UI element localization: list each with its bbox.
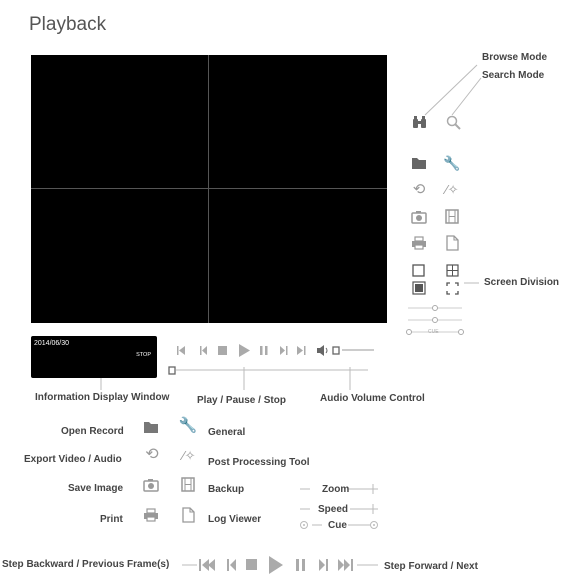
step-backward-label: Step Backward / Previous Frame(s) (2, 559, 170, 570)
speed-label: Speed (318, 504, 349, 515)
backup-label: Backup (208, 484, 245, 495)
printer-icon[interactable] (411, 236, 427, 250)
post-processing-label: Post Processing Tool (208, 457, 310, 468)
screen-divider-horizontal (31, 188, 387, 189)
side-cue-label: CUE (428, 329, 439, 335)
export-label: Export Video / Audio (24, 454, 122, 465)
info-window-label: Information Display Window (35, 392, 170, 403)
stop-icon[interactable] (218, 346, 227, 355)
folder-icon[interactable] (411, 156, 427, 170)
search-mode-label: Search Mode (482, 70, 545, 81)
cue-label: Cue (328, 520, 347, 531)
page-title: Playback (29, 14, 107, 35)
film-icon[interactable] (445, 209, 459, 224)
fullscreen-icon[interactable] (446, 282, 459, 295)
print-label: Print (100, 514, 123, 525)
binoculars-icon[interactable] (412, 115, 428, 129)
document-icon[interactable] (446, 235, 459, 251)
magic-wand-icon: ⁄✧ (182, 448, 196, 463)
save-image-label: Save Image (68, 483, 124, 494)
open-record-label: Open Record (61, 426, 124, 437)
playback-controls (176, 343, 376, 359)
fast-forward-icon[interactable] (297, 346, 306, 355)
pause-icon[interactable] (260, 346, 268, 355)
browse-mode-label: Browse Mode (482, 52, 548, 63)
refresh-icon: ⟲ (145, 446, 159, 463)
camera-icon[interactable] (411, 210, 427, 224)
zoom-label: Zoom (322, 484, 350, 495)
timeline-handle[interactable] (168, 366, 177, 375)
wrench-icon[interactable]: 🔧 (443, 155, 461, 171)
step-backward-icon[interactable] (200, 346, 207, 355)
search-icon[interactable] (446, 115, 462, 131)
magic-wand-icon[interactable]: ⁄✧ (445, 182, 459, 197)
general-label: General (208, 427, 246, 438)
speaker-icon[interactable] (317, 345, 327, 356)
camera-icon (143, 478, 159, 492)
screen-divider-vertical (208, 55, 209, 323)
document-icon (182, 507, 195, 523)
wrench-icon: 🔧 (178, 417, 198, 434)
printer-icon (143, 508, 159, 523)
split-screen-icon[interactable] (412, 281, 426, 295)
screen-division-label: Screen Division (484, 277, 560, 288)
folder-icon (143, 420, 159, 434)
log-viewer-label: Log Viewer (208, 514, 262, 525)
refresh-icon[interactable]: ⟲ (412, 181, 426, 198)
film-icon (181, 477, 195, 492)
volume-slider-handle[interactable] (333, 347, 339, 354)
step-controls-legend (198, 555, 356, 575)
info-date: 2014/06/30 (34, 340, 70, 347)
step-forward-icon[interactable] (280, 346, 288, 355)
video-viewer[interactable] (31, 55, 387, 323)
single-screen-icon[interactable] (412, 264, 425, 277)
fast-backward-icon[interactable] (177, 346, 185, 355)
step-forward-label: Step Forward / Next (384, 561, 478, 572)
play-pause-stop-label: Play / Pause / Stop (197, 395, 286, 406)
info-state: STOP (136, 352, 151, 358)
play-icon[interactable] (239, 344, 250, 357)
quad-screen-icon[interactable] (446, 264, 459, 277)
information-display (31, 336, 157, 378)
audio-volume-label: Audio Volume Control (320, 393, 425, 404)
